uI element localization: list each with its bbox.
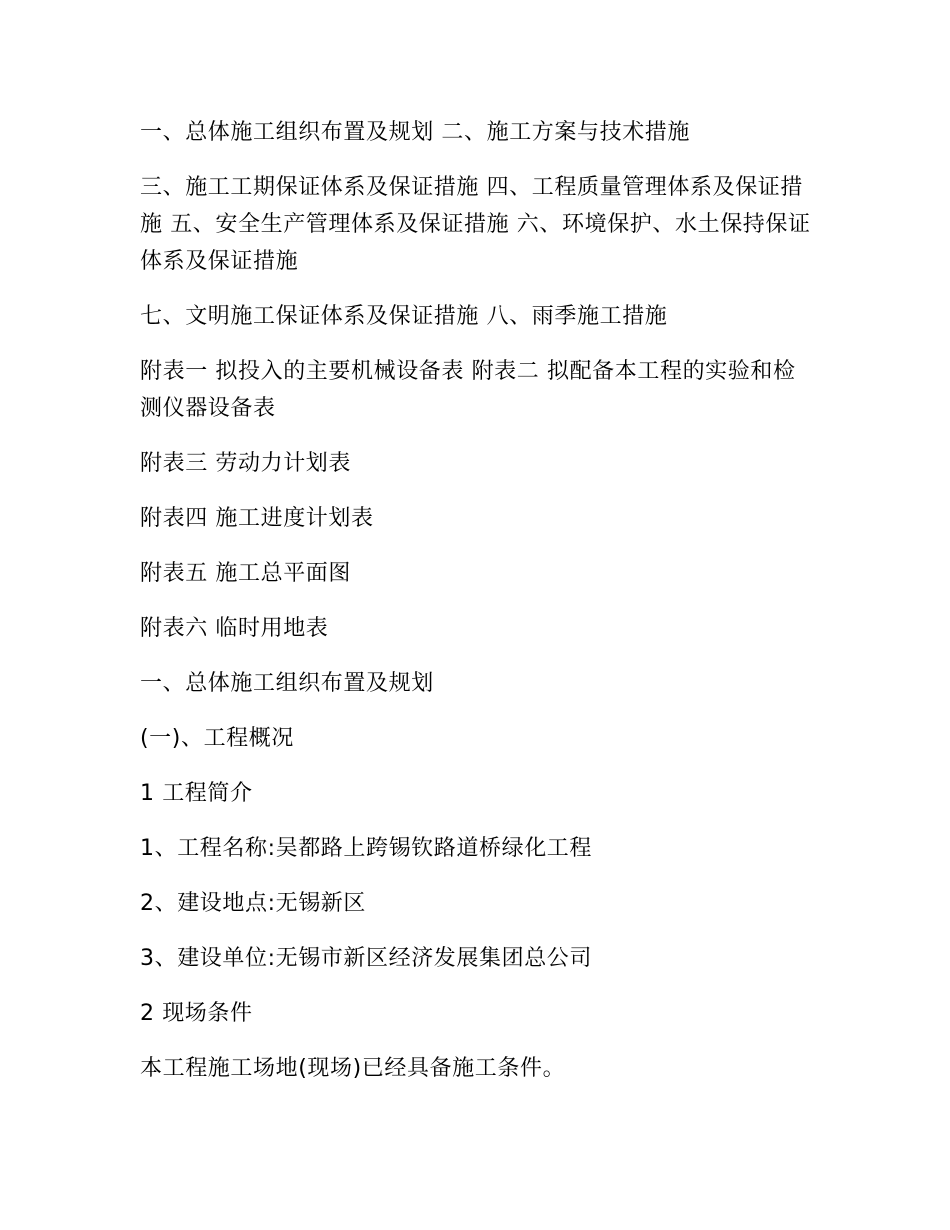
appendix-line-4: 附表四 施工进度计划表	[140, 506, 374, 531]
item-heading-intro: 1 工程简介	[140, 781, 253, 806]
site-condition-text: 本工程施工场地(现场)已经具备施工条件。	[140, 1056, 566, 1081]
project-name: 1、工程名称:吴都路上跨锡钦路道桥绿化工程	[140, 836, 593, 861]
subsection-heading: (一)、工程概况	[140, 726, 294, 751]
appendix-line-3: 附表三 劳动力计划表	[140, 451, 351, 476]
appendix-line-6: 附表六 临时用地表	[140, 616, 329, 641]
toc-line-3: 七、文明施工保证体系及保证措施 八、雨季施工措施	[140, 304, 668, 329]
item-heading-site: 2 现场条件	[140, 1001, 253, 1026]
project-owner: 3、建设单位:无锡市新区经济发展集团总公司	[140, 946, 593, 971]
toc-line-1: 一、总体施工组织布置及规划 二、施工方案与技术措施	[140, 120, 690, 145]
appendix-line-1: 附表一 拟投入的主要机械设备表 附表二 拟配备本工程的实验和检测仪器设备表	[140, 359, 796, 421]
appendix-line-5: 附表五 施工总平面图	[140, 561, 351, 586]
project-location: 2、建设地点:无锡新区	[140, 891, 367, 916]
section-heading: 一、总体施工组织布置及规划	[140, 671, 434, 696]
toc-line-2: 三、施工工期保证体系及保证措施 四、工程质量管理体系及保证措施 五、安全生产管理体系及保证措施 六、环境保护、水土保持保证体系及保证措施	[140, 175, 811, 274]
document-body	[140, 114, 812, 1105]
